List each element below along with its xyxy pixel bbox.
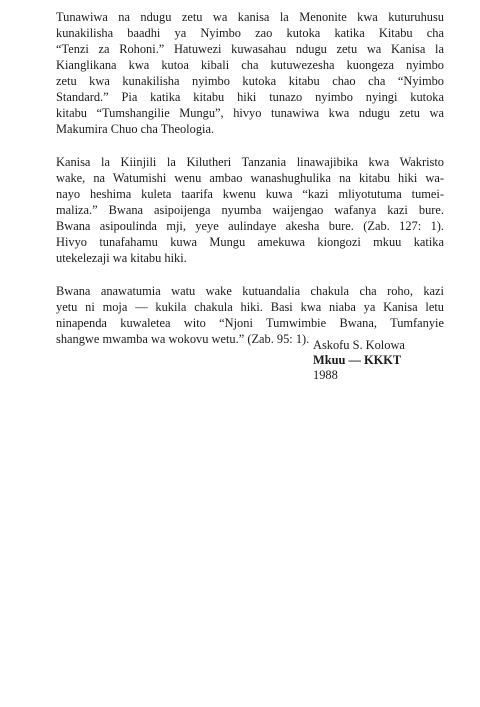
signature-block [313, 338, 405, 383]
text-line: nayo heshima kuleta taarifa kwenu kuwa “kazi mliyotutuma tumei- [56, 187, 444, 201]
text-line: maliza.” Bwana asipoijenga nyumba waijengao wafanya kazi bure. [56, 203, 444, 217]
text-line: “Tenzi za Rohoni.” Hatuwezi kuwasahau ndugu zetu wa Kanisa la [56, 42, 444, 56]
text-line: kunakilisha baadhi ya Nyimbo zao kutoka katika Kitabu cha [56, 26, 444, 40]
text-line: shangwe mwamba wa wokovu wetu.” (Zab. 95: 1). [56, 332, 310, 346]
text-line: Hivyo tunafahamu kuwa Mungu amekuwa kiongozi mkuu katika [56, 235, 444, 249]
paragraph-acknowledgements [56, 9, 444, 137]
text-line: Standard.” Pia katika kitabu hiki tunazo nyimbo nyingi kutoka [56, 90, 444, 104]
text-line: kitabu “Tumshangilie Mungu”, hivyo tunawiwa kwa ndugu zetu wa [56, 106, 444, 120]
text-line: Kianglikana kwa kutoa kibali cha kutuwezesha kuongeza nyimbo [56, 58, 444, 72]
signature-year: 1988 [313, 368, 338, 382]
text-line: Bwana asipoulinda mji, yeye aulindaye akesha bure. (Zab. 127: 1). [56, 219, 444, 233]
text-line: yetu ni moja — kukila chakula hiki. Basi kwa niaba ya Kanisa letu [56, 300, 444, 314]
text-line: ninapenda kuwaletea wito “Njoni Tumwimbie Bwana, Tumfanyie [56, 316, 444, 330]
signature-title: Mkuu — KKKT [313, 353, 402, 367]
text-line: wake, na Watumishi wenu ambao wanashughulika na kitabu hiki wa- [56, 171, 444, 185]
text-line: utekelezaji wa kitabu hiki. [56, 251, 187, 265]
paragraph-church-responsibility [56, 154, 444, 266]
text-line: Kanisa la Kiinjili la Kilutheri Tanzania linawajibika kwa Wakristo [56, 155, 444, 169]
text-line: Tunawiwa na ndugu zetu wa kanisa la Menonite kwa kuturuhusu [56, 10, 444, 24]
text-line: Makumira Chuo cha Theologia. [56, 122, 215, 136]
text-line: zetu kwa kunakilisha nyimbo kutoka kitabu chao cha “Nyimbo [56, 74, 444, 88]
text-line: Bwana anawatumia watu wake kutuandalia chakula cha roho, kazi [56, 284, 444, 298]
body-text [56, 9, 444, 364]
signature-name: Askofu S. Kolowa [313, 338, 405, 352]
